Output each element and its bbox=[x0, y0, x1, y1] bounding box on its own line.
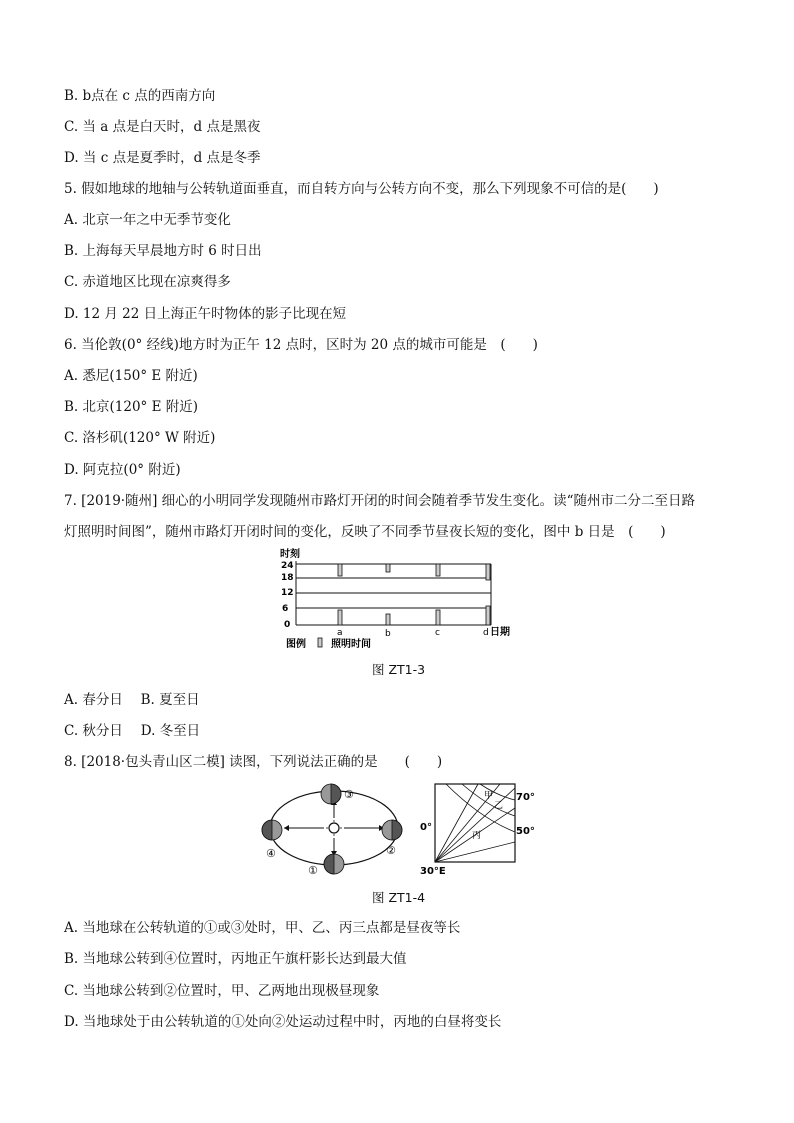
q8-option-d: D. 当地球处于由公转轨道的①处向②处运动过程中时，丙地的白昼将变长 bbox=[64, 1014, 502, 1030]
figure-caption-zt1-4: 图 ZT1-4 bbox=[372, 890, 426, 905]
bar-b-morning bbox=[386, 614, 390, 625]
orbit-label-1: ① bbox=[308, 864, 318, 877]
bar-b-evening bbox=[386, 564, 390, 572]
q4-option-d: D. 当 c 点是夏季时，d 点是冬季 bbox=[64, 150, 261, 166]
map-frame bbox=[435, 784, 515, 862]
lat-label-0: 0° bbox=[420, 822, 432, 833]
earth-orbit-diagram bbox=[254, 778, 414, 880]
point-label-bing: 丙 bbox=[472, 831, 482, 841]
earth-position-3 bbox=[321, 784, 341, 804]
earth-position-2 bbox=[382, 820, 402, 840]
figure-caption-zt1-3: 图 ZT1-3 bbox=[372, 662, 426, 677]
ytick-24: 24 bbox=[281, 561, 294, 571]
orbit-label-2: ② bbox=[386, 844, 396, 857]
q5-stem: 5. 假如地球的地轴与公转轨道面垂直，而自转方向与公转方向不变，那么下列现象不可信的是( ) bbox=[64, 181, 659, 197]
xtick-a: a bbox=[337, 628, 343, 638]
q6-option-c: C. 洛杉矶(120° W 附近) bbox=[64, 430, 216, 446]
q5-option-d: D. 12 月 22 日上海正午时物体的影子比现在短 bbox=[64, 306, 347, 322]
chart-ylabel: 时刻 bbox=[280, 549, 300, 560]
lat-label-50: 50° bbox=[516, 826, 535, 837]
q5-option-c: C. 赤道地区比现在凉爽得多 bbox=[64, 274, 231, 290]
q7-stem-line2: 灯照明时间图”，随州市路灯开闭时间的变化，反映了不同季节昼夜长短的变化，图中 b 日是 ( ) bbox=[64, 524, 666, 540]
xtick-c: c bbox=[435, 628, 440, 638]
street-light-chart bbox=[276, 547, 536, 653]
legend-swatch bbox=[318, 638, 322, 647]
xtick-b: b bbox=[385, 629, 391, 639]
ytick-6: 6 bbox=[282, 604, 289, 614]
q4-option-b: B. b点在 c 点的西南方向 bbox=[64, 88, 216, 104]
q7-options-cd: C. 秋分日 D. 冬至日 bbox=[64, 723, 201, 739]
bar-c-morning bbox=[436, 610, 440, 625]
q8-option-b: B. 当地球公转到④位置时，丙地正午旗杆影长达到最大值 bbox=[64, 951, 407, 967]
legend-label: 照明时间 bbox=[331, 639, 371, 650]
point-label-yi: 乙 bbox=[494, 801, 504, 811]
lon-label-30e: 30°E bbox=[420, 866, 446, 876]
q7-stem-line1: 7. [2019·随州] 细心的小明同学发现随州市路灯开闭的时间会随着季节发生变化。读“随州市二分二至日路 bbox=[64, 493, 696, 509]
earth-position-4 bbox=[262, 820, 282, 840]
legend-prefix: 图例 bbox=[286, 639, 306, 650]
q6-stem: 6. 当伦敦(0° 经线)地方时为正午 12 点时，区时为 20 点的城市可能是 ( ) bbox=[64, 337, 538, 353]
xtick-d: d bbox=[483, 628, 489, 638]
lighting-bars bbox=[338, 564, 490, 625]
q5-option-a: A. 北京一年之中无季节变化 bbox=[64, 212, 231, 228]
ytick-12: 12 bbox=[281, 588, 294, 598]
ytick-18: 18 bbox=[281, 573, 294, 583]
q6-option-b: B. 北京(120° E 附近) bbox=[64, 399, 198, 415]
q7-options-ab: A. 春分日 B. 夏至日 bbox=[64, 692, 200, 708]
q5-option-b: B. 上海每天早晨地方时 6 时日出 bbox=[64, 243, 262, 259]
latitude-longitude-diagram bbox=[420, 778, 540, 876]
ytick-0: 0 bbox=[284, 620, 291, 630]
orbit-label-4: ④ bbox=[266, 847, 276, 860]
lat-label-70: 70° bbox=[516, 792, 535, 803]
q6-option-d: D. 阿克拉(0° 附近) bbox=[64, 462, 181, 478]
q8-stem: 8. [2018·包头青山区二模] 读图，下列说法正确的是 ( ) bbox=[64, 754, 443, 770]
bar-d-evening bbox=[486, 564, 490, 580]
sun-icon bbox=[329, 823, 339, 833]
q6-option-a: A. 悉尼(150° E 附近) bbox=[64, 368, 198, 384]
q8-option-c: C. 当地球公转到②位置时，甲、乙两地出现极昼现象 bbox=[64, 983, 380, 999]
point-label-jia: 甲 bbox=[484, 791, 494, 801]
bar-a-evening bbox=[338, 564, 342, 576]
bar-d-morning bbox=[486, 606, 490, 625]
bar-a-morning bbox=[338, 610, 342, 625]
q4-option-c: C. 当 a 点是白天时，d 点是黑夜 bbox=[64, 119, 261, 135]
bar-c-evening bbox=[436, 564, 440, 576]
orbit-label-3: ③ bbox=[344, 788, 354, 801]
chart-xlabel: 日期 bbox=[490, 627, 510, 638]
q8-option-a: A. 当地球在公转轨道的①或③处时，甲、乙、丙三点都是昼夜等长 bbox=[64, 920, 461, 936]
earth-position-1 bbox=[324, 854, 344, 874]
